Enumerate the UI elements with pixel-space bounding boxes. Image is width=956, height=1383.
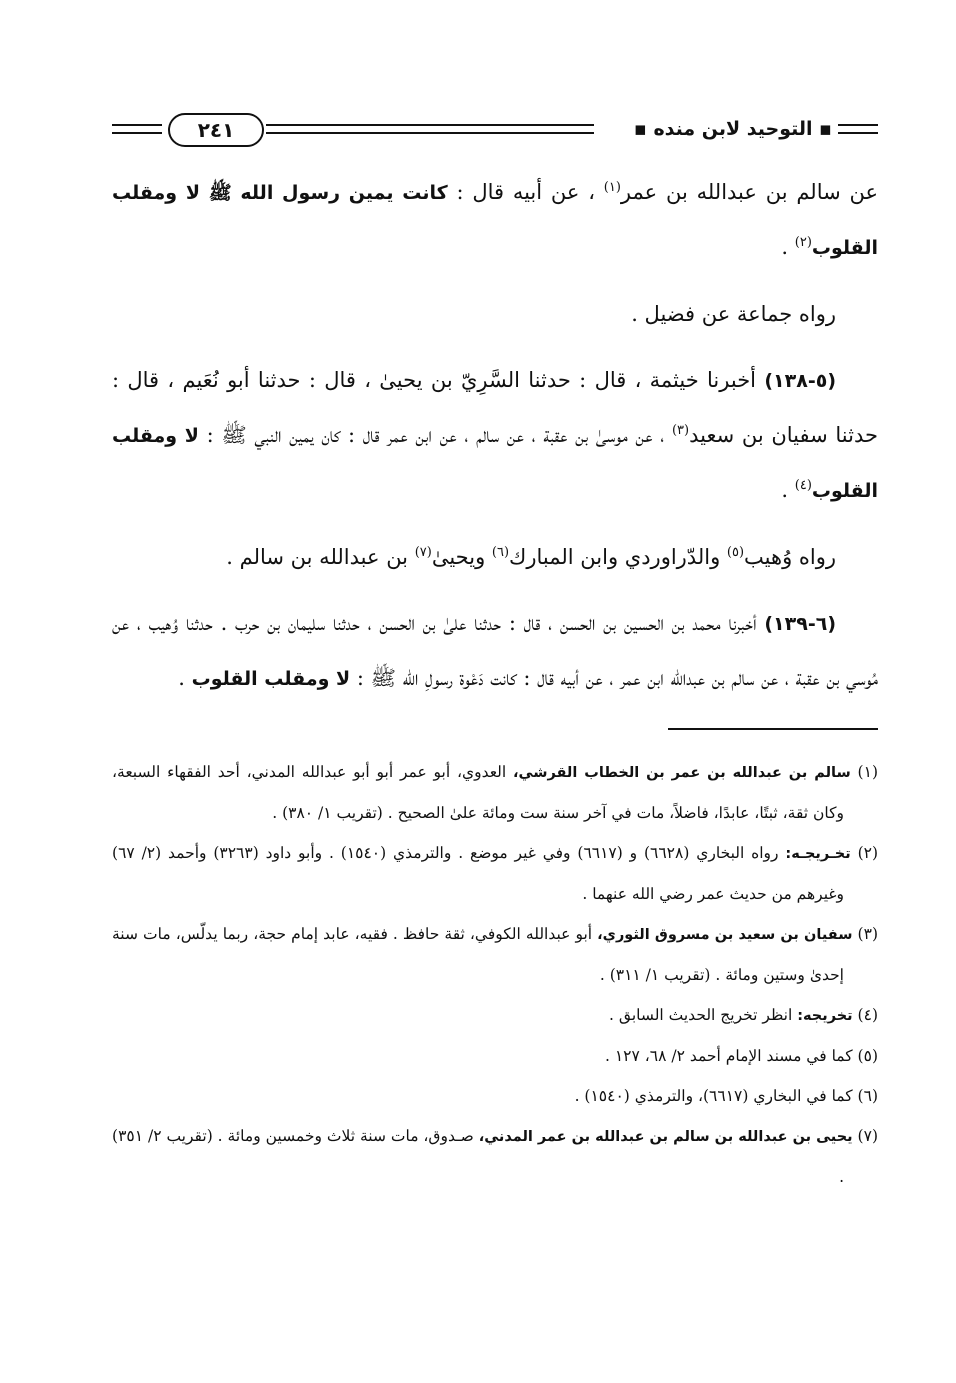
footnote-marker-3: (٣) bbox=[671, 423, 690, 438]
footnote-1-number: (١) bbox=[850, 763, 878, 781]
running-title: ▪ التوحيد لابن منده ▪ bbox=[633, 118, 832, 140]
footnote-marker-5: (٥) bbox=[726, 545, 745, 560]
footnote-separator bbox=[668, 728, 878, 730]
p1-text-c: . bbox=[781, 235, 795, 259]
hadith-number-139: (٦-١٣٩) bbox=[764, 613, 836, 635]
footnote-1-text: العدوي، أبو عمر أبو أبو عبدالله المدني، أحد الفقهاء السبعة، وكان ثقة، ثبتًا، عابدًا، فاضلاً، مات في آخر سنة ست ومائة علىٰ الصحيح . (تقريب ١/ ٣٨٠) . bbox=[112, 763, 844, 822]
paragraph-3 bbox=[112, 353, 878, 518]
footnote-4 bbox=[112, 995, 878, 1036]
paragraph-1 bbox=[112, 165, 878, 275]
page-number: ٢٤١ bbox=[168, 113, 264, 147]
footnote-3 bbox=[112, 914, 878, 995]
footnote-3-number: (٣) bbox=[852, 925, 878, 943]
p3-text-a: أخبرنا خيثمة ، قال : حدثنا السَّرِيّ بن يحيىٰ ، قال : حدثنا أبو نُعَيم ، قال : حدثنا سفيان بن سعيد bbox=[112, 368, 878, 447]
footnote-2 bbox=[112, 833, 878, 914]
footnote-marker-7: (٧) bbox=[414, 545, 432, 560]
footnote-3-text: أبو عبدالله الكوفي، ثقة حافظ . فقيه، عابد إمام حجة، ربما يدلّس، مات سنة إحدىٰ وستين ومائة . (تقريب ١/ ٣١١) . bbox=[112, 925, 844, 984]
p3-text-b: ، عن موسىٰ بن عقبة ، عن سالم ، عن ابن عمر قال : كان يمين النبي ﷺ : bbox=[198, 423, 672, 447]
footnote-1-bold: سالم بن عبدالله بن عمر بن الخطاب القرشي، bbox=[513, 765, 851, 781]
footnote-7-bold: يحيى بن عبدالله بن سالم بن عبدالله بن عمر المدني، bbox=[478, 1129, 853, 1145]
footnote-4-text: انظر تخريج الحديث السابق . bbox=[609, 1006, 798, 1024]
p5-bold-quote: لا ومقلب القلوب bbox=[191, 668, 351, 690]
p1-bold-quote: كانت يمين رسول الله ﷺ لا ومقلب القلوب bbox=[112, 182, 878, 259]
footnote-marker-4: (٤) bbox=[794, 478, 812, 493]
p4-text-a: رواه وُهيب bbox=[744, 545, 836, 569]
footnote-marker-1: (١) bbox=[603, 180, 621, 195]
p5-text-a: أخبرنا محمد بن الحسين بن الحسن ، قال : حدثنا علىٰ بن الحسن ، حدثنا سليمان بن حرب . حدثنا وُهيب ، عن مُوسي بن عقبة ، عن سالم بن عبدالله ابن عمر ، عن أبيه قال : كانت دَعْوة رسولِ الله ﷺ : bbox=[112, 611, 878, 690]
footnote-marker-2: (٢) bbox=[794, 235, 812, 250]
footnote-5: (٥) كما في مسند الإمام أحمد ٢/ ٦٨، ١٢٧ . bbox=[604, 1047, 878, 1065]
p3-text-c: . bbox=[781, 478, 795, 502]
footnote-7-text: صـدوق، مات سنة ثلاث وخمسين ومائة . (تقريب ٢/ ٣٥١) . bbox=[112, 1127, 844, 1186]
footnote-2-text: رواه البخاري (٦٦٢٨) و (٦٦١٧) وفي غير موضع . والترمذي (١٥٤٠) . وأبو داود (٣٢٦٣) وأحمد (٢/ ٦٧) وغيرهم من حديث عمر رضي الله عنهما . bbox=[112, 844, 844, 903]
footnote-6: (٦) كما في البخاري (٦٦١٧)، والترمذي (١٥٤٠) . bbox=[574, 1087, 878, 1105]
main-text bbox=[112, 165, 878, 718]
header-rule-middle bbox=[266, 124, 594, 134]
header-rule-right bbox=[838, 124, 878, 134]
p5-text-c: . bbox=[178, 666, 192, 690]
footnote-1 bbox=[112, 752, 878, 833]
paragraph-4 bbox=[112, 530, 878, 584]
p3-bold-quote: لا ومقلب القلوب bbox=[112, 425, 878, 502]
footnote-4-bold: تخريجه: bbox=[797, 1008, 853, 1024]
footnote-2-number: (٢) bbox=[850, 844, 879, 862]
footnote-3-bold: سفيان بن سعيد بن مسروق الثوري، bbox=[597, 927, 853, 943]
paragraph-2 bbox=[112, 287, 878, 341]
header-rule-left bbox=[112, 124, 162, 134]
p4-text-b: والدّراوردي وابن المبارك bbox=[509, 545, 727, 569]
p1-text-a: عن سالم بن عبدالله بن عمر bbox=[620, 180, 879, 204]
paragraph-5 bbox=[112, 596, 878, 706]
page-header bbox=[112, 112, 878, 148]
footnote-4-number: (٤) bbox=[852, 1006, 878, 1024]
footnote-7-number: (٧) bbox=[852, 1127, 878, 1145]
footnote-2-bold: تخـريجـه: bbox=[785, 846, 851, 862]
p2-text: رواه جماعة عن فضيل . bbox=[631, 302, 836, 326]
footnote-marker-6: (٦) bbox=[491, 545, 510, 560]
p4-text-c: ويحيىٰ bbox=[431, 545, 492, 569]
footnotes bbox=[112, 752, 878, 1197]
hadith-number-138: (٥-١٣٨) bbox=[764, 370, 836, 392]
p1-text-b: ، عن أبيه قال : bbox=[447, 180, 604, 204]
p4-text-d: بن عبدالله بن سالم . bbox=[226, 545, 415, 569]
footnote-7 bbox=[112, 1116, 878, 1197]
